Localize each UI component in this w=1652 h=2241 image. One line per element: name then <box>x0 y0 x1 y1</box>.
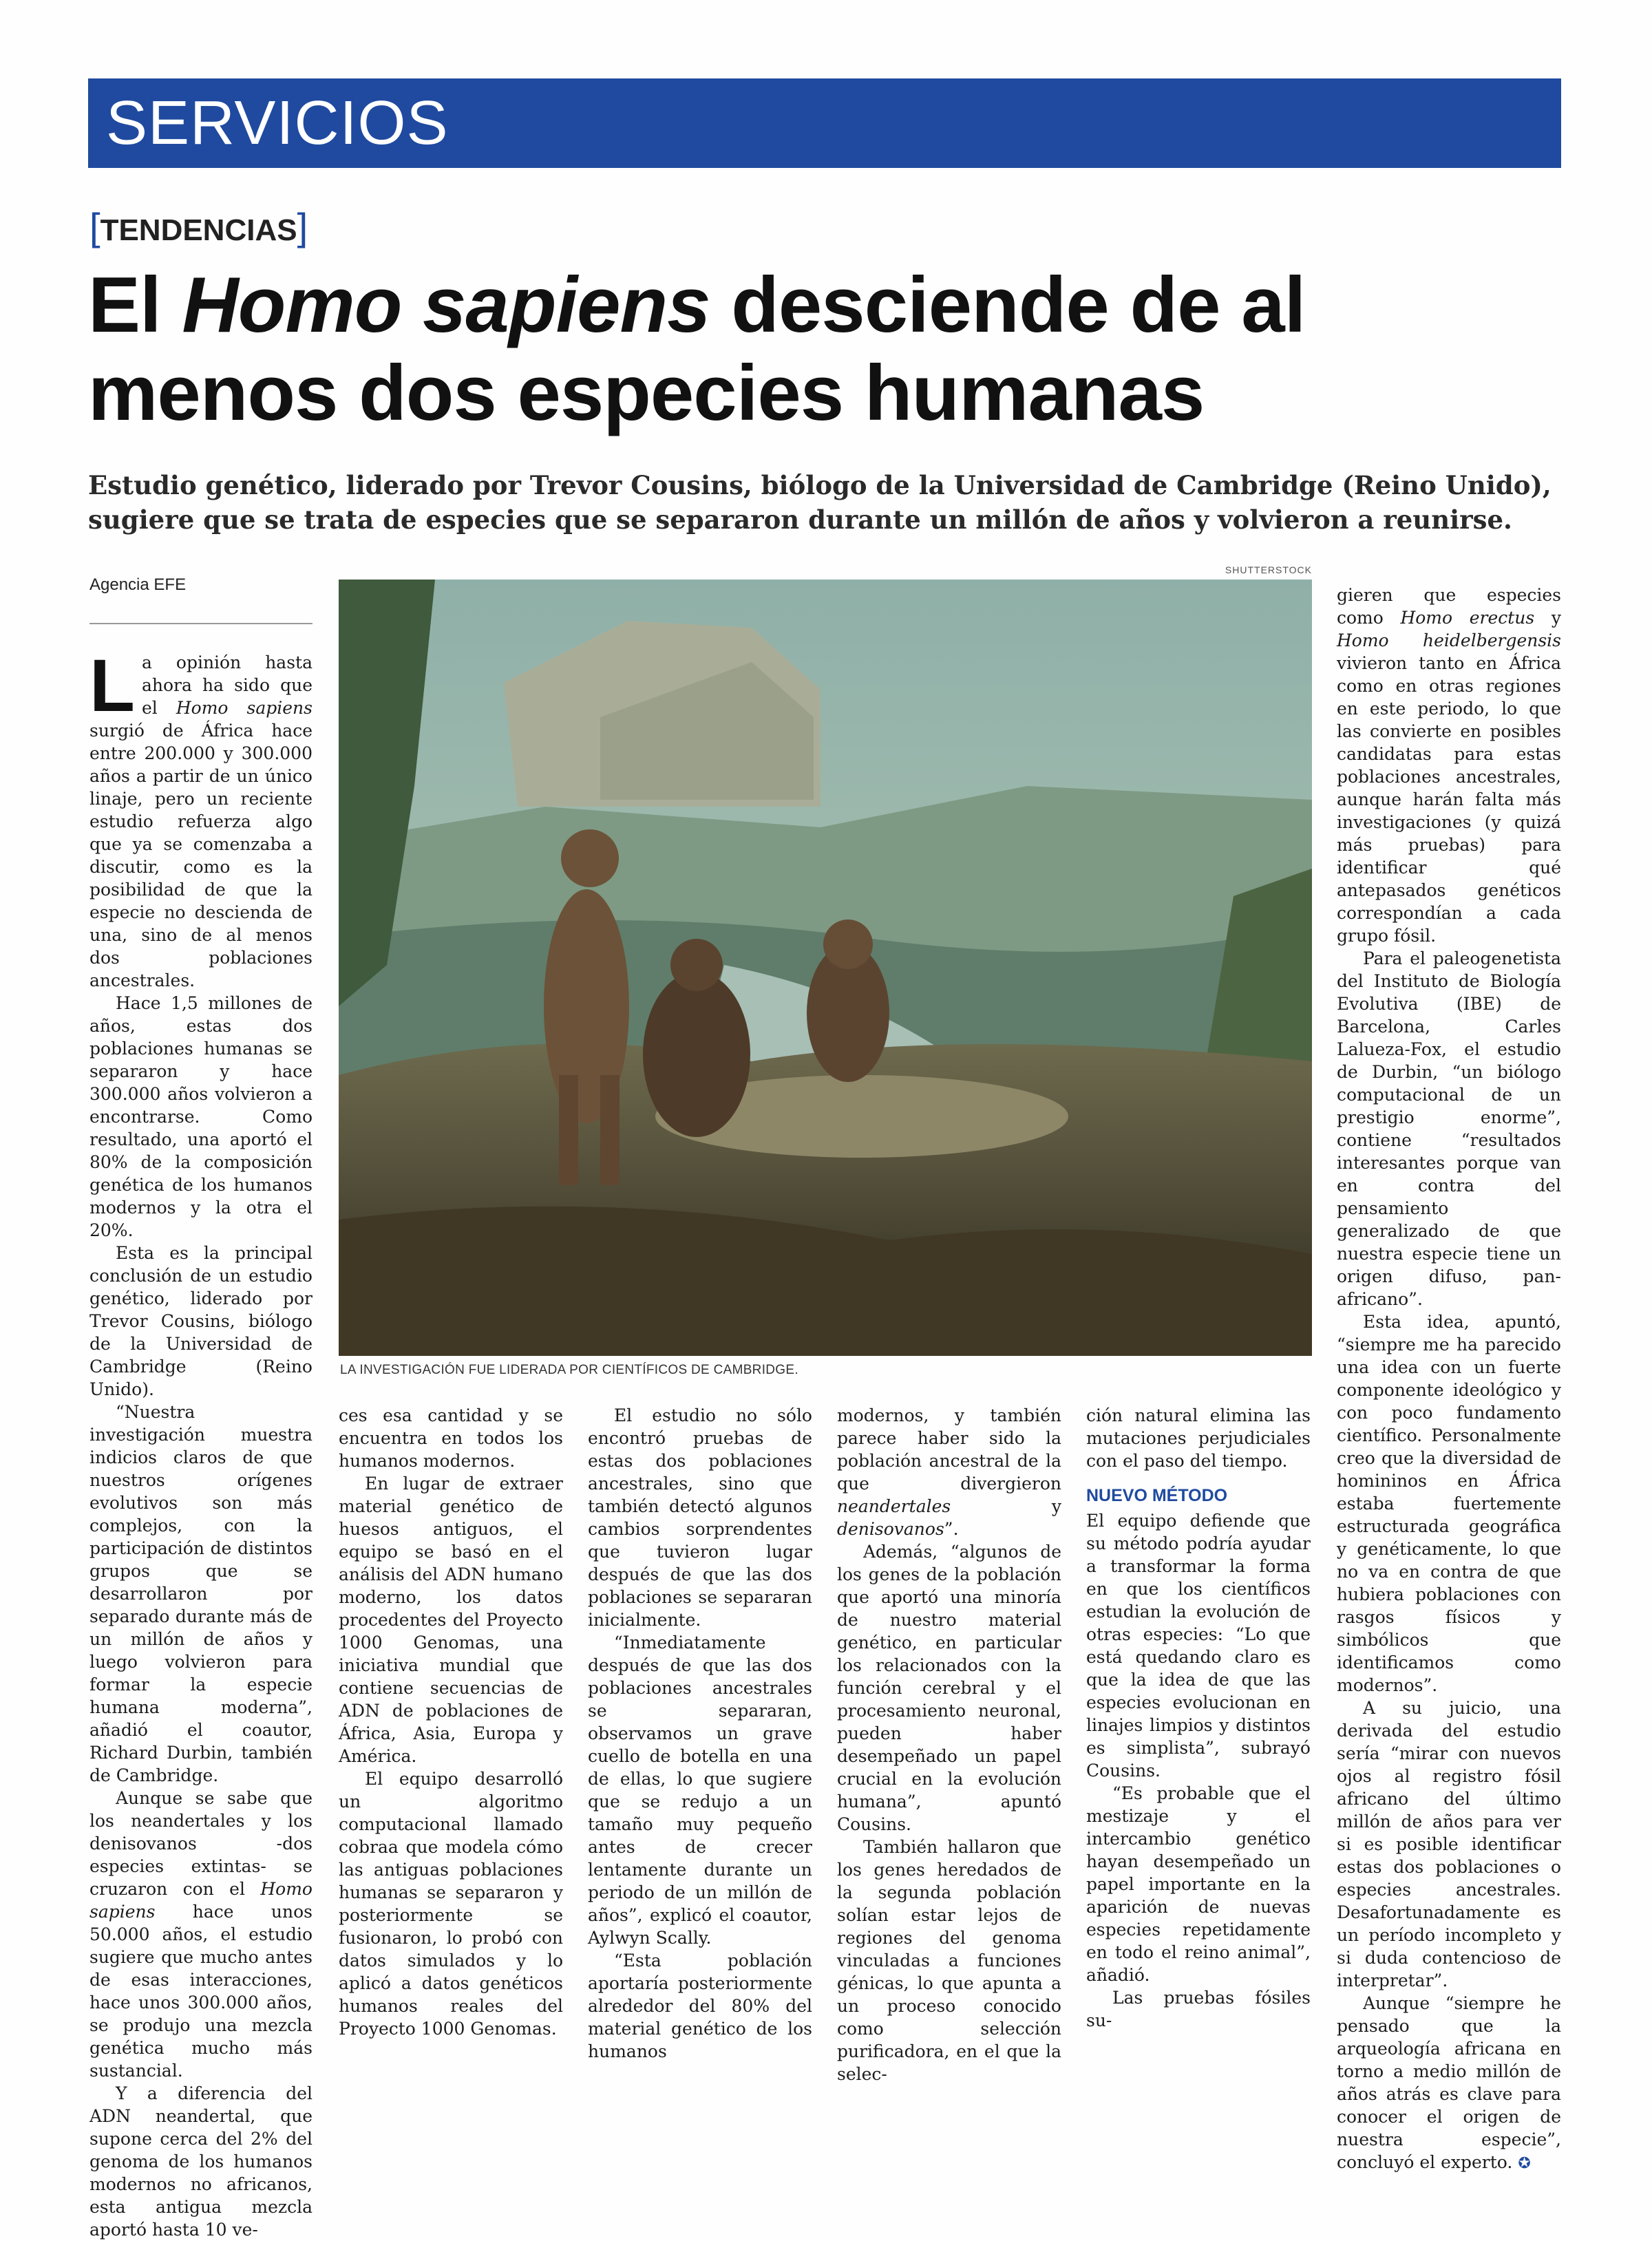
paragraph: El equipo desarrolló un algoritmo computacional llamado cobraa que modela cómo las antiguas poblaciones humanas se separaron y posteriormente se fusionaron, lo probó con datos simulados y lo aplicó a datos genéticos humanos reales del Proyecto 1000 Genomas. <box>339 1769 563 2039</box>
headline-part1: El <box>88 262 182 349</box>
kicker-label <box>89 206 308 251</box>
kicker-bracket-right: ] <box>297 205 308 248</box>
text-run-italic: Homo sapiens <box>176 698 313 718</box>
photo-caption: LA INVESTIGACIÓN FUE LIDERADA POR CIENTÍFICOS DE CAMBRIDGE. <box>340 1363 798 1377</box>
headline <box>88 262 1561 438</box>
section-header-bar <box>88 78 1561 168</box>
paragraph: Hace 1,5 millones de años, estas dos poblaciones humanas se separaron y hace 300.000 años volvieron a encontrarse. Como resultado, una aportó el 80% de la composición genética de los humanos modernos y la otra el 20%. <box>89 993 313 1240</box>
drop-cap: L <box>89 644 135 727</box>
paragraph: Además, “algunos de los genes de la población que aportó una minoría de nuestro material genético, en particular los relacionados con la función cerebral y el procesamiento neuronal, pueden haber desempeñado un papel crucial en la evolución humana”, apuntó Cousins. <box>837 1542 1061 1834</box>
paragraph: “Es probable que el mestizaje y el intercambio genético hayan desempeñado un papel importante en la aparición de nuevas especies repetidamente en todo el reino animal”, añadió. <box>1086 1783 1311 1985</box>
paragraph: En lugar de extraer material genético de huesos antiguos, el equipo se basó en el análisis del ADN humano moderno, los datos procedentes del Proyecto 1000 Genomas, una iniciativa mundial que contiene secuencias de ADN de poblaciones de África, Asia, Europa y América. <box>339 1474 563 1766</box>
paragraph: “Esta población aportaría posteriormente alrededor del 80% del material genético de los humanos <box>588 1951 812 2061</box>
byline: Agencia EFE <box>89 575 187 594</box>
photo-credit: SHUTTERSTOCK <box>1225 564 1312 575</box>
text-run: vivieron tanto en África como en otras regiones en este periodo, lo que las convierte en posibles candidatas para estas poblaciones ancestrales, aunque harán falta más investigaciones (y quizá más pruebas) para identificar qué antepasados genéticos correspondían a cada grupo fósil. <box>1337 653 1561 946</box>
paragraph <box>1337 1992 1561 2175</box>
headline-part2: desciende de al menos dos especies humanas <box>88 262 1306 437</box>
paragraph: Las pruebas fósiles su- <box>1086 1988 1311 2030</box>
text-run: surgió de África hace entre 200.000 y 300.000 años a partir de un único linaje, pero un reciente estudio refuerza algo que ya se comenzaba a discutir, como es la posibilidad de que la especie no descienda de una, sino de al menos dos poblaciones ancestrales. <box>89 721 313 990</box>
text-run-italic: Homo sapiens <box>89 1879 313 1922</box>
text-run-italic: Homo erectus <box>1400 608 1535 628</box>
subhead: NUEVO MÉTODO <box>1086 1486 1228 1505</box>
paragraph: “Inmediatamente después de que las dos poblaciones ancestrales se separaran, observamos un grave cuello de botella en una de ellas, lo que sugiere que se redujo a un tamaño muy pequeño antes de crecer lentamente durante un periodo de un millón de años”, explicó el coautor, Aylwyn Scally. <box>588 1633 812 1948</box>
text-run: Aunque se sabe que los neandertales y los denisovanos -dos especies extintas- se cruzaron con el <box>89 1788 313 1899</box>
paragraph <box>1337 584 1561 947</box>
hominid-diorama-illustration <box>339 580 1312 1356</box>
text-run-italic: neandertales <box>837 1496 951 1516</box>
article-column-1 <box>89 644 313 2241</box>
text-run: y <box>951 1496 1061 1516</box>
paragraph: Para el paleogenetista del Instituto de Biología Evolutiva (IBE) de Barcelona, Carles Lalueza-Fox, el estudio de Durbin, “un biólogo computacional de un prestigio enorme”, contiene “resultados interesantes porque van en contra del pensamiento generalizado de que nuestra especie tiene un origen difuso, pan-africano”. <box>1337 948 1561 1309</box>
headline-italic: Homo sapiens <box>182 262 710 349</box>
article-column-5 <box>1086 1404 1311 2032</box>
text-run-italic: Homo heidelbergensis <box>1337 630 1561 650</box>
kicker-bracket-left: [ <box>89 205 100 248</box>
text-run: gieren que especies como <box>1337 585 1561 628</box>
paragraph: Esta es la principal conclusión de un estudio genético, liderado por Trevor Cousins, biólogo de la Universidad de Cambridge (Reino Unido). <box>89 1243 313 1399</box>
paragraph: ción natural elimina las mutaciones perjudiciales con el paso del tiempo. <box>1086 1405 1311 1471</box>
paragraph: Esta idea, apuntó, “siempre me ha parecido una idea con un fuerte componente ideológico y con poco fundamento científico. Personalmente creo que la diversidad de homininos en África estaba fuertemente estructurada geográfica y genéticamente, lo que no va en contra de que hubiera poblaciones con rasgos físicos y simbólicos que identificamos como modernos”. <box>1337 1312 1561 1695</box>
text-run-italic: denisovanos <box>837 1519 944 1539</box>
text-run: hace unos 50.000 años, el estudio sugiere que mucho antes de esas interacciones, hace unos 300.000 años, se produjo una mezcla genética mucho más sustancial. <box>89 1902 313 2081</box>
text-run: Aunque “siempre he pensado que la arqueología africana en torno a medio millón de años atrás es clave para conocer el origen de nuestra especie”, concluyó el experto. <box>1337 1993 1561 2172</box>
text-run: ”. <box>944 1519 959 1539</box>
text-run: a opinión hasta ahora ha sido que el <box>141 652 313 718</box>
paragraph <box>89 644 313 992</box>
paragraph: Y a diferencia del ADN neandertal, que supone cerca del 2% del genoma de los humanos modernos no africanos, esta antigua mezcla aportó hasta 10 ve- <box>89 2083 313 2240</box>
paragraph: A su juicio, una derivada del estudio sería “mirar con nuevos ojos al registro fósil africano del último millón de años para ver si es posible identificar estas dos poblaciones o especies ancestrales. Desafortunadamente es un período incompleto y si duda contencioso de interpretar”. <box>1337 1698 1561 1990</box>
paragraph: “Nuestra investigación muestra indicios claros de que nuestros orígenes evolutivos son más complejos, con la participación de distintos grupos que se desarrollaron por separado durante más de un millón de años y luego volvieron para formar la especie humana moderna”, añadió el coautor, Richard Durbin, también de Cambridge. <box>89 1402 313 1785</box>
article-photo <box>339 580 1312 1356</box>
article-column-3 <box>588 1404 812 2063</box>
section-title: SERVICIOS <box>106 89 449 158</box>
end-mark-icon: ✪ <box>1518 2155 1531 2172</box>
article-column-2 <box>339 1404 563 2040</box>
standfirst: Estudio genético, liderado por Trevor Cousins, biólogo de la Universidad de Cambridge (Reino Unido), sugiere que se trata de especies que se separaron durante un millón de años y volvieron a reunirse. <box>88 470 1552 535</box>
text-run: modernos, y también parece haber sido la población ancestral de la que divergieron <box>837 1405 1061 1494</box>
text-run: y <box>1534 608 1561 628</box>
article-column-6 <box>1337 584 1561 2175</box>
byline-divider <box>89 623 313 624</box>
paragraph: El equipo defiende que su método podría ayudar a transformar la forma en que los científicos estudian la evolución de otras especies: “Lo que está quedando claro es que la idea de que las especies evolucionan en linajes limpios y distintos es simplista”, subrayó Cousins. <box>1086 1511 1311 1781</box>
kicker-text: TENDENCIAS <box>100 213 297 247</box>
article-column-4 <box>837 1404 1061 2085</box>
paragraph: El estudio no sólo encontró pruebas de estas dos poblaciones ancestrales, sino que también detectó algunos cambios sorprendentes que tuvieron lugar después de que las dos poblaciones se separaran inicialmente. <box>588 1405 812 1630</box>
paragraph: También hallaron que los genes heredados de la segunda población solían estar lejos de regiones del genoma vinculadas a funciones génicas, lo que apunta a un proceso conocido como selección purificadora, en el que la selec- <box>837 1837 1061 2084</box>
paragraph: ces esa cantidad y se encuentra en todos los humanos modernos. <box>339 1405 563 1471</box>
paragraph <box>89 1787 313 2082</box>
paragraph <box>837 1404 1061 1540</box>
